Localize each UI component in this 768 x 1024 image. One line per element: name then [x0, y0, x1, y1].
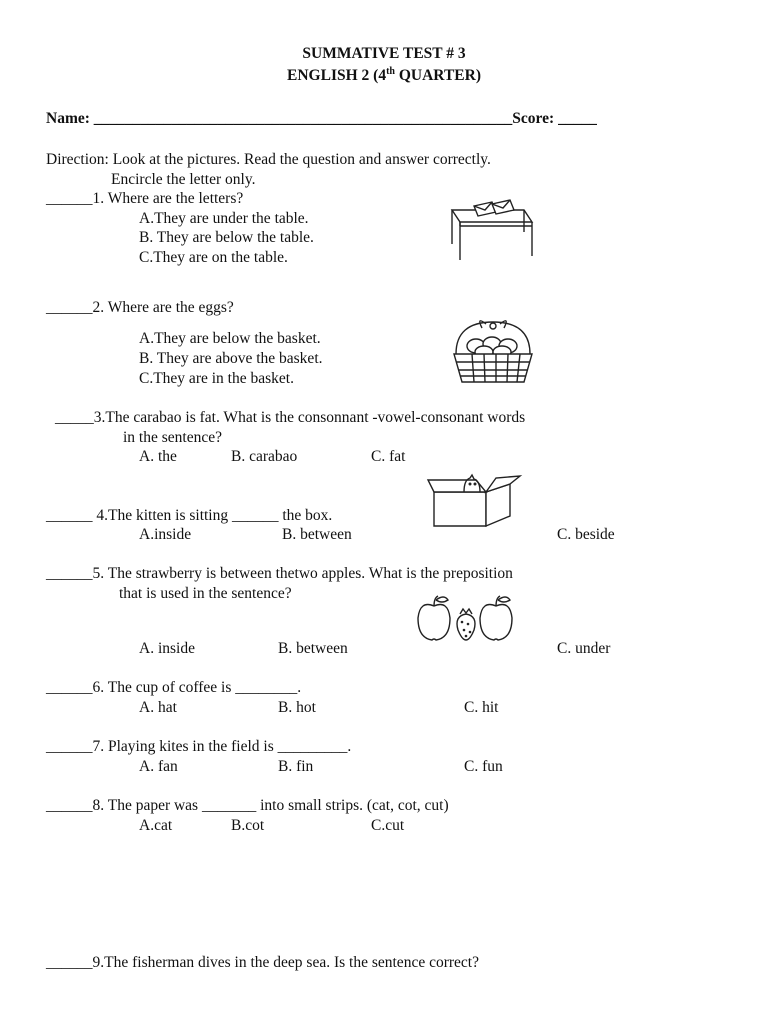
q8-choice-a[interactable]: A.cat [139, 817, 173, 834]
q2-choice-c[interactable]: C.They are in the basket. [139, 370, 294, 387]
q3-choice-a[interactable]: A. the [139, 448, 177, 465]
score-blank[interactable]: _____ [558, 110, 597, 127]
q5-choice-b[interactable]: B. between [278, 640, 348, 657]
q3-choice-b[interactable]: B. carabao [231, 448, 298, 465]
q6-choice-c[interactable]: C. hit [464, 699, 499, 716]
question-3-continued: in the sentence? [123, 429, 222, 446]
subject-title [0, 67, 768, 84]
direction-subline: Encircle the letter only. [111, 171, 256, 188]
name-blank[interactable]: ______________________________________________________ [93, 110, 513, 127]
question-7: ______7. Playing kites in the field is _________. [46, 738, 352, 755]
q2-choice-a[interactable]: A.They are below the basket. [139, 330, 321, 347]
question-5-continued: that is used in the sentence? [119, 585, 292, 602]
question-9: ______9.The fisherman dives in the deep sea. Is the sentence correct? [46, 954, 479, 971]
question-8: ______8. The paper was _______ into small strips. (cat, cot, cut) [46, 797, 449, 814]
q7-choice-c[interactable]: C. fun [464, 758, 503, 775]
question-2: ______2. Where are the eggs? [46, 299, 234, 316]
q8-choice-c[interactable]: C.cut [371, 817, 405, 834]
test-title: SUMMATIVE TEST # 3 [302, 45, 466, 62]
q4-choice-c[interactable]: C. beside [557, 526, 615, 543]
name-label: Name: [46, 110, 90, 127]
q4-choice-a[interactable]: A.inside [139, 526, 192, 543]
q1-choice-c[interactable]: C.They are on the table. [139, 249, 288, 266]
subject-title-end: QUARTER) [394, 67, 481, 85]
score-label: Score: [512, 110, 555, 127]
subject-title-superscript: th [386, 66, 395, 77]
q3-choice-c[interactable]: C. fat [371, 448, 406, 465]
question-6: ______6. The cup of coffee is ________. [46, 679, 302, 696]
apples-strawberry-icon [416, 594, 516, 644]
egg-basket-icon [450, 316, 536, 386]
q6-choice-a[interactable]: A. hat [139, 699, 177, 716]
q8-choice-b[interactable]: B.cot [231, 817, 265, 834]
q6-choice-b[interactable]: B. hot [278, 699, 316, 716]
q5-choice-c[interactable]: C. under [557, 640, 611, 657]
q1-choice-a[interactable]: A.They are under the table. [139, 210, 309, 227]
q7-choice-a[interactable]: A. fan [139, 758, 178, 775]
subject-title-main: ENGLISH 2 (4 [287, 67, 387, 85]
direction-line: Direction: Look at the pictures. Read the question and answer correctly. [46, 151, 491, 168]
question-1: ______1. Where are the letters? [46, 190, 244, 207]
name-row [46, 111, 597, 127]
kitten-in-box-icon [426, 474, 522, 530]
question-4: ______ 4.The kitten is sitting ______ the box. [46, 507, 333, 524]
q1-choice-b[interactable]: B. They are below the table. [139, 229, 314, 246]
q4-choice-b[interactable]: B. between [282, 526, 352, 543]
question-5: ______5. The strawberry is between thetwo apples. What is the preposition [46, 565, 513, 582]
q5-choice-a[interactable]: A. inside [139, 640, 195, 657]
table-with-letters-icon [444, 192, 534, 262]
q2-choice-b[interactable]: B. They are above the basket. [139, 350, 323, 367]
q7-choice-b[interactable]: B. fin [278, 758, 314, 775]
question-3: _____3.The carabao is fat. What is the consonnant -vowel-consonant words [55, 409, 526, 426]
